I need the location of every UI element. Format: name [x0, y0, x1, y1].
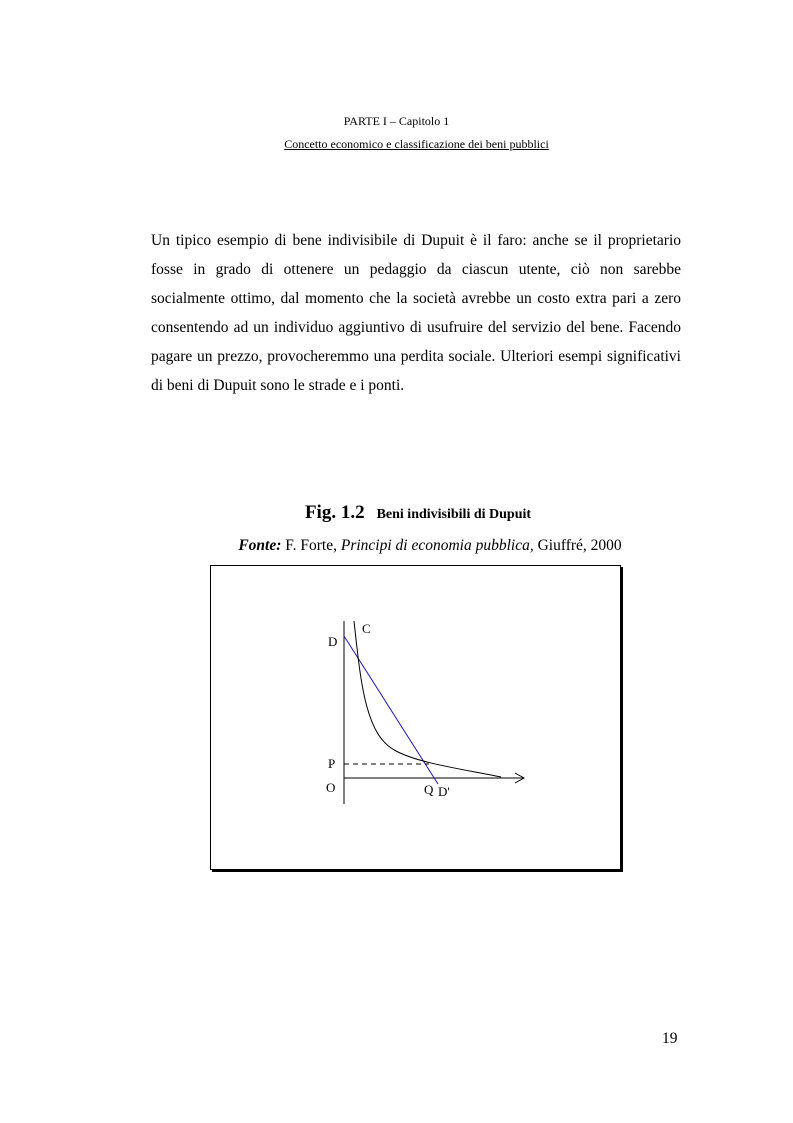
label-q: Q — [424, 782, 434, 797]
figure-title — [0, 502, 793, 524]
label-c: C — [362, 621, 371, 636]
label-o: O — [326, 780, 336, 795]
figure-source-book: Principi di economia pubblica, — [340, 537, 534, 554]
figure-caption: Beni indivisibili di Dupuit — [376, 507, 532, 522]
page-number: 19 — [662, 1030, 678, 1047]
body-text — [151, 226, 681, 400]
header-part-chapter: PARTE I – Capitolo 1 — [343, 114, 450, 128]
figure-number: Fig. 1.2 — [304, 502, 365, 523]
cost-curve — [354, 621, 501, 777]
header-chapter-title: Concetto economico e classificazione dei beni pubblici — [284, 137, 549, 151]
label-d-prime: D' — [438, 784, 450, 799]
figure-source — [0, 537, 793, 555]
body-paragraph: Un tipico esempio di bene indivisibile di Dupuit è il faro: anche se il proprietario fosse in grado di ottenere un pedaggio da ciascun utente, ciò non sarebbe socialmente ottimo, dal momento che la società avrebbe un costo extra pari a zero consentendo ad un individuo aggiuntivo di usufruire del servizio del bene. Facendo pagare un prezzo, provocheremmo una perdita sociale. Ulteriori esempi significativi di beni di Dupuit sono le strade e i ponti. — [151, 232, 681, 394]
figure-source-label: Fonte: — [238, 537, 282, 554]
figure-source-author: F. Forte, — [281, 537, 341, 554]
figure-source-publisher: Giuffré, 2000 — [533, 537, 622, 554]
figure-chart — [210, 565, 621, 870]
label-d: D — [328, 634, 338, 649]
chart-svg — [211, 566, 620, 869]
label-p: P — [328, 756, 336, 771]
